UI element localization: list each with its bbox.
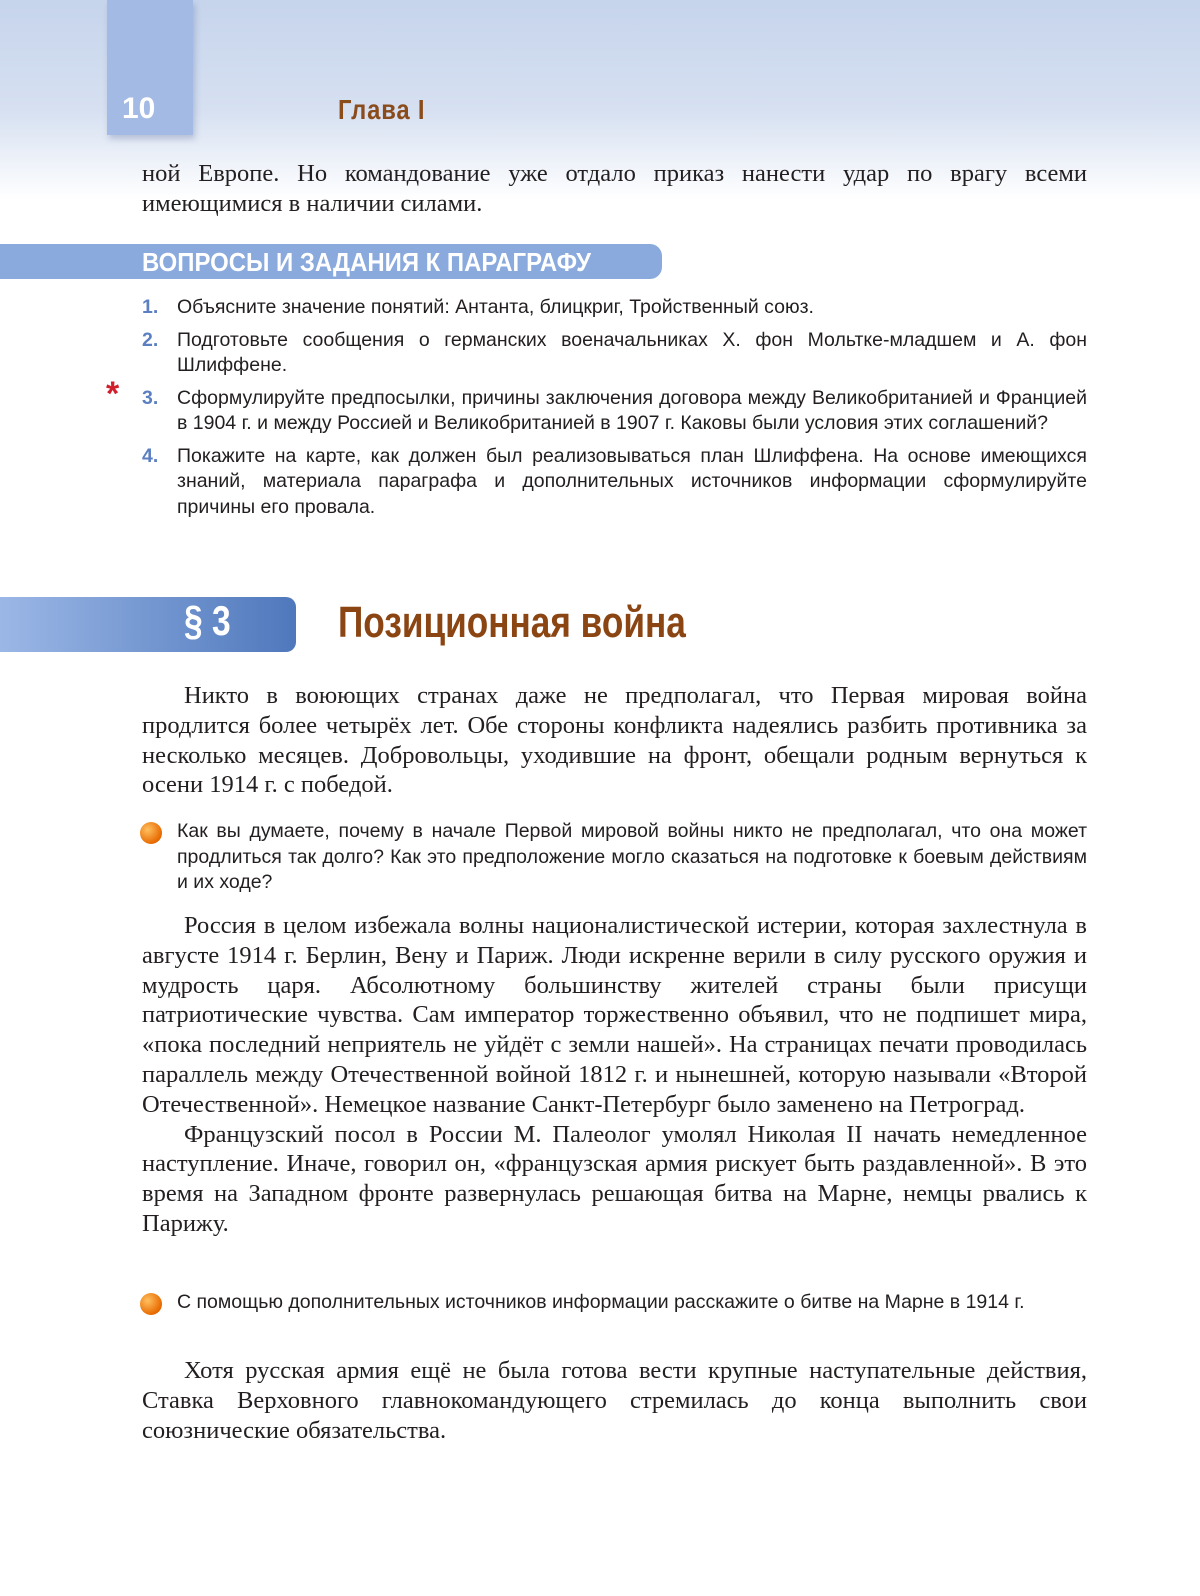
question-item (142, 328, 1087, 379)
question-number: 3. (142, 386, 159, 409)
question-number: 2. (142, 328, 159, 351)
question-text: Покажите на карте, как должен был реализовываться план Шлиффена. На основе имеющихся знаний, материала параграфа и дополнительных источников информации сформулируйте причины его провала. (177, 444, 1087, 518)
section-number: § 3 (184, 597, 231, 644)
orange-bullet-icon (140, 822, 162, 844)
task-item (142, 819, 1087, 903)
question-text: Сформулируйте предпосылки, причины заключения договора между Великобританией и Францией в 1904 г. и между Россией и Великобританией в 1907 г. Каковы были условия этих соглашений? (177, 386, 1087, 434)
paragraph: Французский посол в России М. Палеолог умолял Николая II начать немедленное наступление. Иначе, говорил он, «французская армия рискует быть раздавленной». В это время на Западном фронте развернулась решающая битва на Марне, немцы рвались к Парижу. (142, 1120, 1087, 1237)
paragraph-block-1 (142, 681, 1087, 800)
section-banner (0, 597, 296, 652)
questions-list (106, 295, 1087, 527)
chapter-title: Глава I (338, 94, 426, 125)
question-number: 4. (142, 444, 159, 467)
paragraph-block-3 (142, 1356, 1087, 1445)
question-text: Подготовьте сообщения о германских военачальниках Х. фон Мольтке-младшем и А. фон Шлиффене. (177, 328, 1087, 376)
task-text: С помощью дополнительных источников информации расскажите о битве на Марне в 1914 г. (177, 1291, 1025, 1313)
paragraph-block-2 (142, 911, 1087, 1239)
star-icon: * (106, 374, 120, 413)
paragraph: Никто в воюющих странах даже не предполагал, что Первая мировая война продлится более четырёх лет. Обе стороны конфликта надеялись разбить противника за несколько месяцев. Добровольцы, уходившие на фронт, обещали родным вернуться к осени 1914 г. с победой. (142, 682, 1087, 799)
questions-title: ВОПРОСЫ И ЗАДАНИЯ К ПАРАГРАФУ (142, 247, 591, 277)
section-title: Позиционная война (338, 598, 686, 647)
intro-paragraph: ной Европе. Но командование уже отдало приказ нанести удар по врагу всеми имеющимися в наличии силами. (142, 160, 1087, 217)
question-text: Объясните значение понятий: Антанта, блицкриг, Тройственный союз. (177, 296, 814, 318)
question-number: 1. (142, 296, 159, 318)
paragraph: Хотя русская армия ещё не была готова вести крупные наступательные действия, Ставка Верховного главнокомандующего стремилась до конца выполнить свои союзнические обязательства. (142, 1357, 1087, 1444)
task-text: Как вы думаете, почему в начале Первой мировой войны никто не предполагал, что она может продлиться так долго? Как это предположение могло сказаться на подготовке к боевым действиям и их ходе? (177, 820, 1087, 893)
question-item (142, 444, 1087, 521)
question-item (142, 295, 1087, 321)
question-item (106, 374, 1087, 437)
page-number: 10 (122, 92, 156, 125)
task-item (142, 1290, 1087, 1323)
paragraph: Россия в целом избежала волны националистической истерии, которая захлестнула в августе 1914 г. Берлин, Вену и Париж. Люди искренне верили в силу русского оружия и мудрость царя. Абсолютному большинству жителей страны были присущи патриотические чувства. Сам император торжественно объявил, что не подпишет мира, «пока последний неприятель не уйдёт с земли нашей». На страницах печати проводилась параллель между Отечественной войной 1812 г. и нынешней, которую называли «Второй Отечественной». Немецкое название Санкт-Петербург было заменено на Петроград. (142, 912, 1087, 1118)
orange-bullet-icon (140, 1293, 162, 1315)
